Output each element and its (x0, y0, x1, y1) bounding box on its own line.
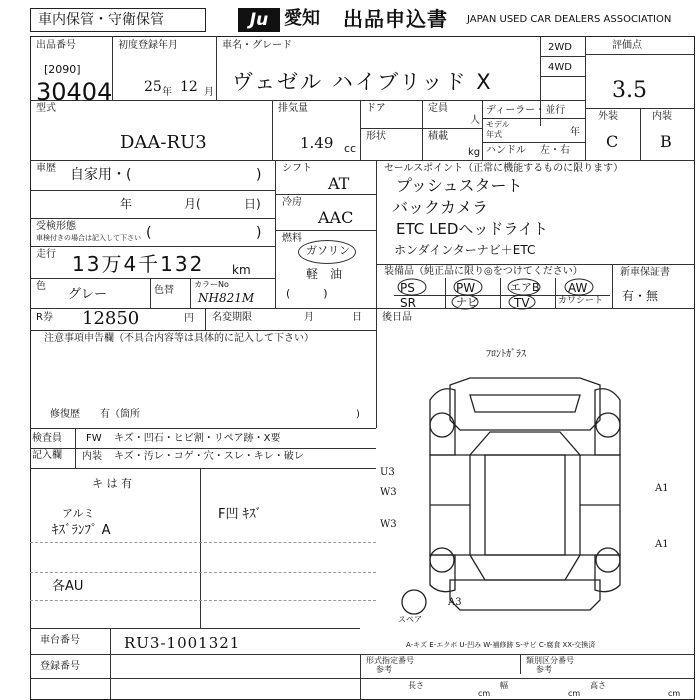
inspector-row2: キズ・汚レ・コゲ・穴・スレ・キレ・破レ (114, 451, 304, 462)
door-label: ドア (366, 103, 386, 114)
color-label: 色 (36, 281, 46, 292)
inspection-close: ) (256, 225, 262, 241)
size-unit-2: cm (568, 689, 581, 698)
lot-sub-number: [2090] (44, 63, 81, 76)
handwritten-note-1: キ は 有 (92, 477, 132, 490)
car-name-value: ヴェゼル ハイブリッド X (232, 70, 493, 94)
aircon-label: 冷房 (282, 197, 302, 208)
repair-close: ) (356, 409, 360, 420)
handwritten-note-4: F凹 ｷｽﾞ (218, 507, 263, 522)
equip-sr: SR (400, 296, 416, 310)
handwritten-note-3: ｷｽﾞﾗﾝﾌﾟ A (52, 523, 111, 538)
spare-label: スペア (398, 615, 422, 624)
damage-legend: A-キズ E-エクボ U-凹み W-補修跡 S-サビ C-腐食 XX-交換済 (406, 641, 596, 649)
shape-label: 形状 (366, 131, 386, 142)
diagram-note-a3: A3 (448, 597, 462, 608)
handwritten-note-2: アルミ (62, 507, 95, 520)
handle-options: 左・右 (540, 145, 570, 156)
sales-points-label: セールスポイント（正常に機能するものに限ります） (384, 163, 624, 174)
handwritten-note-5: 各AU (52, 579, 84, 594)
equip-navi: ナビ (456, 296, 478, 309)
name-change-day: 日 (352, 312, 362, 323)
brand-org: 愛知 (284, 8, 320, 29)
later-items-label: 後日品 (382, 312, 412, 323)
mileage-value: 13万4千132 (72, 252, 205, 276)
history-day: 日) (244, 197, 261, 211)
notes-label: 注意事項申告欄（不具合内容等は具体的に記入して下さい） (44, 333, 314, 344)
inspection-label: 受検形態 (36, 221, 76, 232)
fuel-value: ガソリン (306, 244, 350, 257)
registration-month-unit: 月 (204, 87, 214, 98)
equip-ps: PS (400, 281, 415, 295)
sales-point-4: ホンダインターナビ＋ETC (394, 243, 536, 257)
size-height: 高さ (590, 681, 606, 690)
capacity-unit: 人 (470, 115, 480, 126)
chassis-number: RU3-1001321 (124, 634, 241, 652)
lot-number-label: 出品番号 (36, 40, 76, 51)
recycle-label: R券 (36, 312, 53, 323)
repair-history: 修復歴 有（箇所 (50, 409, 140, 420)
chassis-label: 車台番号 (40, 635, 80, 646)
size-unit-3: cm (668, 689, 681, 698)
registration-year: 25 (144, 79, 162, 95)
load-label: 積載 (428, 131, 448, 142)
recycle-unit: 円 (184, 313, 194, 324)
load-unit: kg (468, 147, 481, 158)
shift-label: シフト (282, 163, 312, 174)
fuel-label: 燃料 (282, 233, 302, 244)
lot-number: 30404 (36, 78, 113, 106)
diagram-note-u3: U3 (380, 467, 395, 478)
inspection-open: ( (146, 225, 152, 241)
color-code-label: カラーNo (194, 280, 229, 289)
name-change-label: 名変期限 (212, 312, 252, 323)
fuel-alt: 軽 油 (306, 267, 343, 281)
first-registration-label: 初度登録年月 (118, 40, 178, 51)
mileage-unit: km (232, 263, 251, 277)
brand-logo: Ju (238, 8, 280, 32)
color-change-label: 色替 (154, 285, 174, 296)
size-length: 長さ (408, 681, 424, 690)
color-code: NH821M (198, 291, 255, 305)
displacement-label: 排気量 (278, 103, 308, 114)
shift-value: AT (328, 174, 350, 193)
history-close: ) (256, 167, 262, 183)
exterior-label: 外装 (598, 111, 618, 122)
category-ref: 参考 (536, 665, 552, 674)
size-unit-1: cm (478, 689, 491, 698)
size-width: 幅 (500, 681, 508, 690)
dealer-year-label: 年式 (486, 130, 502, 139)
warranty-options: 有・無 (622, 289, 659, 303)
form-title: 出品申込書 (343, 7, 448, 31)
equipment-label: 装備品（純正品に限り◎をつけてください） (384, 266, 583, 277)
drive-2wd: 2WD (548, 42, 572, 53)
sales-point-3: ETC LEDヘッドライト (396, 220, 548, 238)
equip-leather: カワシート (558, 296, 604, 306)
mileage-label: 走行 (36, 249, 56, 260)
category-label: 類別区分番号 (526, 656, 574, 665)
inspector-row1-title: FW (86, 433, 102, 444)
fuel-paren: ( ) (286, 287, 328, 300)
handle-label: ハンドル (486, 145, 526, 156)
model-label: 型式 (36, 103, 56, 114)
equip-tv: TV (514, 296, 530, 310)
score-label: 評価点 (612, 40, 642, 51)
history-year: 年 (120, 197, 133, 211)
warranty-label: 新車保証書 (620, 267, 670, 278)
equip-airbag: エアB (510, 281, 540, 294)
sales-point-2: バックカメラ (392, 198, 489, 217)
inspector-label-2: 記入欄 (32, 450, 62, 461)
car-name-label: 車名・グレード (222, 40, 292, 51)
interior-label: 内装 (652, 111, 672, 122)
inspection-note: 車検付きの場合は記入して下さい (36, 234, 141, 242)
model-spec-label: 形式指定番号 (366, 656, 414, 665)
exterior-grade: C (606, 132, 619, 151)
displacement-value: 1.49 (300, 134, 334, 152)
drive-4wd: 4WD (548, 62, 572, 73)
capacity-label: 定員 (428, 103, 448, 114)
model-spec-ref: 参考 (376, 665, 392, 674)
history-value: 自家用・( (70, 167, 132, 183)
registration-month: 12 (180, 79, 198, 95)
diagram-note-a1a: A1 (655, 483, 669, 494)
diagram-note-a1b: A1 (655, 539, 669, 550)
registration-number-label: 登録番号 (40, 661, 80, 672)
diagram-note-windshield: ﾌﾛﾝﾄｶﾞﾗｽ (486, 349, 526, 360)
diagram-note-w3b: W3 (380, 519, 397, 530)
equip-pw: PW (456, 281, 476, 295)
aircon-value: AAC (318, 208, 354, 227)
score-value: 3.5 (612, 78, 647, 103)
color-value: グレー (68, 287, 108, 302)
dealer-model-label: モデル (486, 120, 510, 129)
dealer-label: ディーラー・並行 (486, 105, 566, 116)
inspector-row1: キズ・凹石・ヒビ割・リペア跡・X要 (114, 433, 281, 444)
history-month: 月( (184, 197, 201, 211)
displacement-unit: cc (344, 142, 357, 155)
interior-grade: B (660, 132, 672, 151)
name-change-month: 月 (304, 312, 314, 323)
sales-point-1: プッシュスタート (396, 176, 523, 195)
model-value: DAA-RU3 (120, 132, 207, 153)
recycle-value: 12850 (82, 308, 140, 329)
history-label: 車歴 (36, 163, 56, 174)
dealer-year-unit: 年 (570, 127, 580, 138)
diagram-note-w3a: W3 (380, 487, 397, 498)
inspector-label-1: 検査員 (32, 433, 62, 444)
association-name: JAPAN USED CAR DEALERS ASSOCIATION (467, 14, 672, 25)
inspector-row2-title: 内装 (82, 451, 102, 462)
storage-label: 車内保管・守衛保管 (38, 12, 164, 28)
registration-year-unit: 年 (162, 87, 172, 98)
equip-aw: AW (568, 281, 588, 295)
